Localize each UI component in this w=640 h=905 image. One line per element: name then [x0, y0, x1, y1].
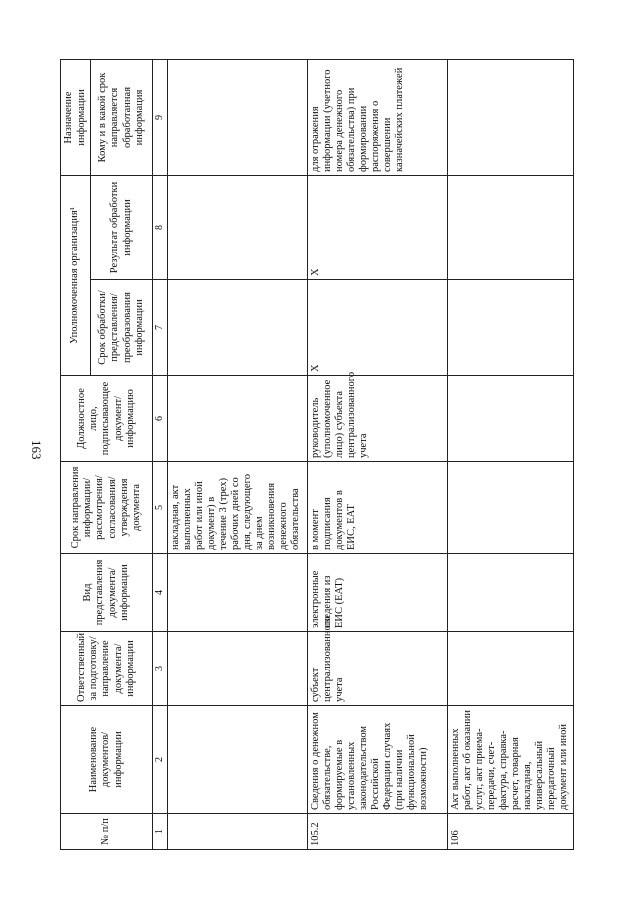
cell-form	[167, 554, 307, 632]
cell-result	[167, 176, 307, 280]
column-number: 3	[153, 632, 168, 706]
cell-responsible	[447, 632, 573, 706]
header-col-num: № п/п	[61, 814, 153, 850]
cell-processing: X	[307, 280, 447, 376]
header-col-name: Наименование документов/ информации	[61, 706, 153, 814]
cell-responsible	[167, 632, 307, 706]
column-number: 4	[153, 554, 168, 632]
cell-processing	[447, 280, 573, 376]
document-table	[60, 59, 574, 850]
header-col-responsible: Ответственный за подготовку/ направление документа/ информации	[61, 632, 153, 706]
table-row	[447, 60, 573, 850]
cell-destination	[167, 60, 307, 176]
table-row	[307, 60, 447, 850]
page-number: 163	[29, 440, 44, 460]
header-col-deadline: Срок направления информации/ рассмотрения/ согласования/ утверждения документа	[61, 462, 153, 554]
header-col-result: Результат обработки информации	[91, 176, 153, 280]
row-number	[167, 814, 307, 850]
header-col-destination: Кому и в какой срок направляется обработанная информация	[91, 60, 153, 176]
cell-deadline	[447, 462, 573, 554]
row-number: 105.2	[307, 814, 447, 850]
header-col-form: Вид представления документа/ информации	[61, 554, 153, 632]
cell-responsible: субъект централизованного учета	[307, 632, 447, 706]
cell-destination	[447, 60, 573, 176]
cell-processing	[167, 280, 307, 376]
row-number: 106	[447, 814, 573, 850]
cell-deadline: накладная, акт выполненных работ или иной документ) в течение 3 (трех) рабочих дней со дня, следующего за днем возникновения денежного обязательства	[167, 462, 307, 554]
column-number: 9	[153, 60, 168, 176]
cell-destination: для отражения информации (учетного номера денежного обязательства) при формировании распоряжения о совершении казначейских платежей	[307, 60, 447, 176]
header-col-signer: Должностное лицо, подписывающее документ/ информацию	[61, 376, 153, 462]
cell-name: Сведения о денежном обязательстве, формируемые в установленных законодательством Российской Федерации случаях (при наличии функциональной возможности)	[307, 706, 447, 814]
cell-result	[447, 176, 573, 280]
cell-name: Акт выполненных работ, акт об оказании услуг, акт приема-передачи, счет-фактура, справка-расчет, товарная накладная, универсальный передаточный документ или иной	[447, 706, 573, 814]
cell-form	[447, 554, 573, 632]
column-number: 5	[153, 462, 168, 554]
header-row-1	[61, 60, 91, 850]
column-number: 7	[153, 280, 168, 376]
cell-signer: руководитель (уполномоченное лицо) субъекта централизованного учета	[307, 376, 447, 462]
cell-signer	[447, 376, 573, 462]
column-number: 1	[153, 814, 168, 850]
header-group-purpose: Назначение информации	[61, 60, 91, 176]
table-row	[167, 60, 307, 850]
cell-name	[167, 706, 307, 814]
cell-result: X	[307, 176, 447, 280]
cell-signer	[167, 376, 307, 462]
cell-form: электронные сведения из ЕИС (ЕАТ)	[307, 554, 447, 632]
column-number: 2	[153, 706, 168, 814]
column-number: 6	[153, 376, 168, 462]
header-group-authorized-org: Уполномоченная организация¹	[61, 176, 91, 376]
column-number-row	[153, 60, 168, 850]
column-number: 8	[153, 176, 168, 280]
document-table-container	[60, 60, 580, 850]
cell-deadline: в момент подписания документов в ЕИС, ЕАТ	[307, 462, 447, 554]
header-col-processing: Срок обработки/ представления/ преобразования информации	[91, 280, 153, 376]
